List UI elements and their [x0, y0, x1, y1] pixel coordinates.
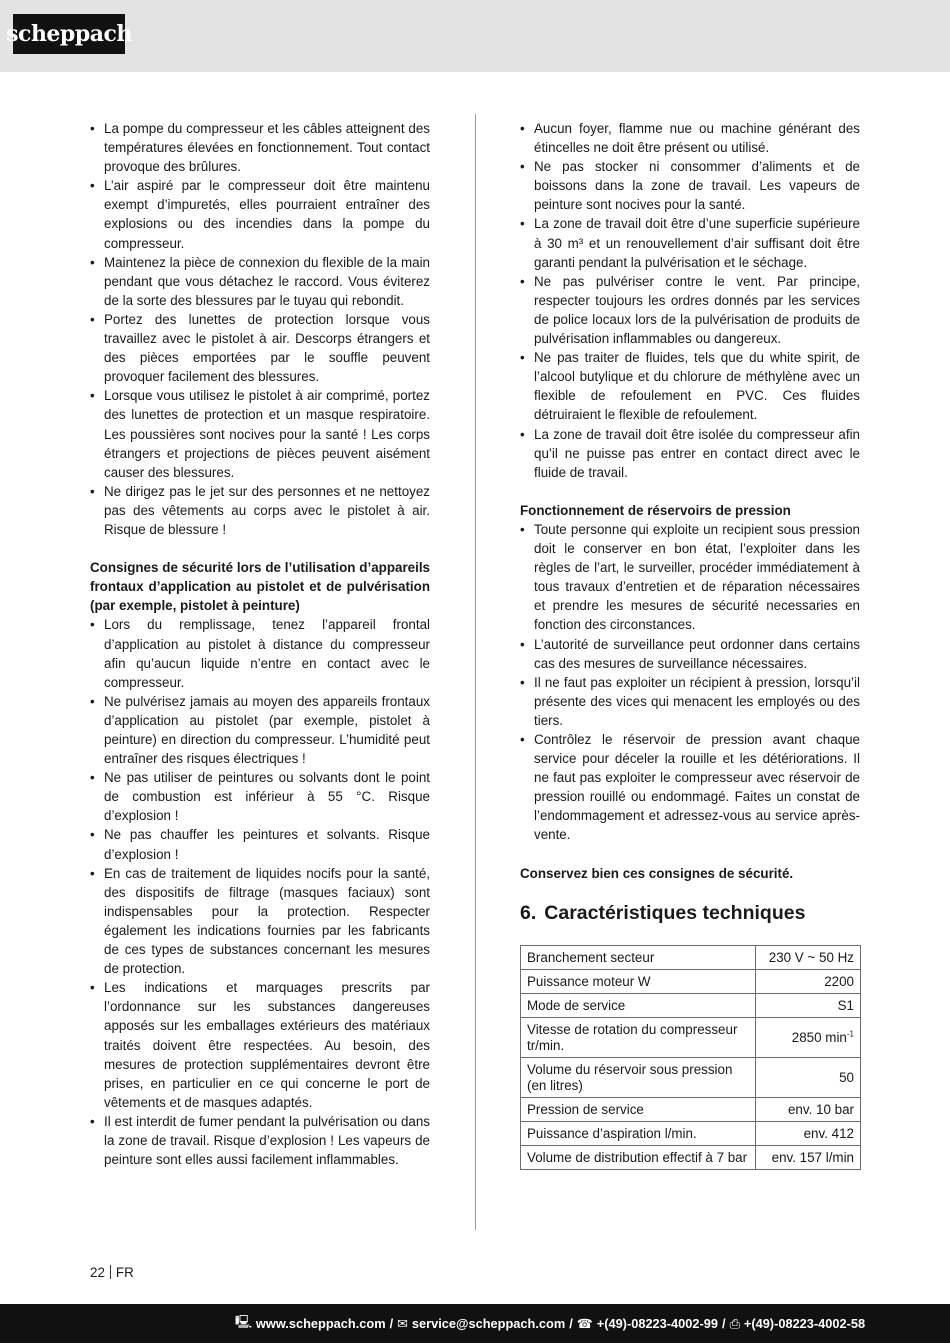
section-heading-pressure-vessels: Fonctionnement de réservoirs de pression: [520, 502, 791, 518]
spec-value-text: S1: [837, 997, 854, 1013]
computer-icon: 🖳: [234, 1313, 252, 1329]
bullet-item: • L’air aspiré par le compresseur doit être maintenu exempt d’impuretés, elles pourraient entraîner des explosions ou des incendies dans la pompe du compresseur.: [90, 176, 430, 252]
website-link[interactable]: www.scheppach.com: [255, 1316, 386, 1331]
table-row: [521, 1145, 861, 1169]
column-divider: [475, 114, 476, 1230]
spec-label: Puissance d’aspiration l/min.: [521, 1121, 756, 1145]
bullet-list-spray-safety: [90, 615, 430, 1169]
spec-value: [756, 993, 861, 1017]
bullet-item: • L’autorité de surveillance peut ordonner dans certains cas des mesures de surveillance nécessaires.: [520, 635, 860, 673]
spec-value-text: 2200: [824, 973, 854, 989]
footer-separator: /: [569, 1316, 573, 1331]
envelope-icon: ✉: [397, 1315, 408, 1331]
spec-value-text: 230 V ~ 50 Hz: [768, 949, 854, 965]
bullet-item: • Lorsque vous utilisez le pistolet à air comprimé, portez des lunettes de protection et un masque respiratoire. Les poussières sont nocives pour la santé ! Les corps étrangers et projections de pièces peuvent aisément causer des blessures.: [90, 386, 430, 481]
closing-note: Conservez bien ces consignes de sécurité.: [520, 865, 794, 881]
phone-number: +(49)-08223-4002-99: [596, 1316, 719, 1331]
table-row: [521, 993, 861, 1017]
table-row: [521, 1121, 861, 1145]
bullet-item: • Ne pas stocker ni consommer d’aliments et de boissons dans la zone de travail. Les vapeurs de peinture sont nocives pour la santé.: [520, 157, 860, 214]
bullet-list-pressure-vessels: [520, 520, 860, 845]
fax-icon: ⎙: [729, 1315, 740, 1331]
spec-value: [756, 1121, 861, 1145]
spec-value-text: 2850 min: [791, 1029, 847, 1045]
bullet-item: • Portez des lunettes de protection lorsque vous travaillez avec le pistolet à air. Descorps étrangers et des pièces emportées par le souffle peuvent provoquer facilement des blessures.: [90, 310, 430, 386]
spec-label: Volume du réservoir sous pression (en litres): [521, 1057, 756, 1097]
footer-separator: /: [389, 1316, 394, 1331]
spec-value: [756, 1017, 861, 1057]
spec-label: Pression de service: [521, 1097, 756, 1121]
bullet-item: • Il ne faut pas exploiter un récipient à pression, lorsqu’il présente des vices qui menacent les employés ou des tiers.: [520, 673, 860, 730]
spec-value: [756, 1097, 861, 1121]
spec-label: Puissance moteur W: [521, 969, 756, 993]
bullet-item: • La zone de travail doit être d’une superficie supérieure à 30 m³ et un renouvellement d’air suffisant doit être garanti pendant la pulvérisation et le séchage.: [520, 214, 860, 271]
spec-value-text: env. 412: [803, 1125, 854, 1141]
section-heading-spray-safety: Consignes de sécurité lors de l’utilisation d’appareils frontaux d’application au pistolet et de pulvérisation (par exemple, pistolet à peinture): [90, 560, 430, 614]
right-column: [520, 119, 860, 1170]
spec-value-text: env. 10 bar: [787, 1101, 854, 1117]
footer-separator: /: [722, 1316, 726, 1331]
scheppach-logo: scheppach: [13, 14, 125, 54]
spec-label: Branchement secteur: [521, 945, 756, 969]
bullet-item: • Ne pas traiter de fluides, tels que du white spirit, de l’alcool butylique et du chlorure de méthylène avec un flexible de refoulement en PVC. Ces fluides détruiraient le flexible de refoulement.: [520, 348, 860, 424]
bullet-item: • Ne dirigez pas le jet sur des personnes et ne nettoyez pas des vêtements au corps avec le pistolet à air. Risque de blessure !: [90, 482, 430, 539]
spec-value-text: 50: [839, 1069, 854, 1085]
spec-label: Vitesse de rotation du compresseur tr/min.: [521, 1017, 756, 1057]
bullet-item: • Les indications et marquages prescrits par l’ordonnance sur les substances dangereuses apposés sur les emballages extérieurs des matériaux traités doivent être respectées. Au besoin, des mesures de protection supplémentaires devront être prises, en particulier en ce qui concerne le port de vêtements et de masques adaptés.: [90, 978, 430, 1112]
spec-value: [756, 969, 861, 993]
bullet-item: • Il est interdit de fumer pendant la pulvérisation ou dans la zone de travail. Risque d’explosion ! Les vapeurs de peinture sont elles aussi facilement inflammables.: [90, 1112, 430, 1169]
spec-value: [756, 1145, 861, 1169]
email-link[interactable]: service@scheppach.com: [411, 1316, 566, 1331]
spec-unit-exponent: -1: [846, 1029, 854, 1039]
technical-data-table: [520, 945, 861, 1170]
fax-number: +(49)-08223-4002-58: [743, 1316, 866, 1331]
bullet-item: • Ne pulvérisez jamais au moyen des appareils frontaux d’application au pistolet (par exemple, pistolet à peinture) en direction du compresseur. L’humidité peut entraîner des risques électriques !: [90, 692, 430, 768]
bullet-item: • En cas de traitement de liquides nocifs pour la santé, des dispositifs de filtrage (masques faciaux) sont indispensables pour la protection. Respecter également les indications fournies par les fabricants de ces types de substances concernant les mesures de protection.: [90, 864, 430, 979]
spec-value-text: env. 157 l/min: [771, 1149, 854, 1165]
bullet-item: • Maintenez la pièce de connexion du flexible de la main pendant que vous détachez le raccord. Vous éviterez de la sorte des blessures par le tuyau qui rebondit.: [90, 253, 430, 310]
bullet-item: • Aucun foyer, flamme nue ou machine générant des étincelles ne doit être présent ou utilisé.: [520, 119, 860, 157]
bullet-item: • La pompe du compresseur et les câbles atteignent des températures élevées en fonctionnement. Tout contact provoque des brûlures.: [90, 119, 430, 176]
page-number: 22: [90, 1265, 105, 1280]
bullet-item: • Contrôlez le réservoir de pression avant chaque service pour déceler la rouille et les détériorations. Il ne faut pas exploiter le compresseur avec réservoir de pression rouillé ou endommagé. Faites un constat de l’endommagement et adressez-vous au service après-vente.: [520, 730, 860, 845]
contact-footer: [0, 1304, 950, 1343]
bullet-list-work-area: [520, 119, 860, 482]
bullet-item: • La zone de travail doit être isolée du compresseur afin qu’il ne puisse pas entrer en contact direct avec le fluide de travail.: [520, 425, 860, 482]
chapter-title: Caractéristiques techniques: [544, 901, 806, 924]
chapter-number: 6.: [520, 901, 537, 924]
spec-label: Mode de service: [521, 993, 756, 1017]
bullet-item: • Ne pas pulvériser contre le vent. Par principe, respecter toujours les ordres donnés par les services de police locaux lors de la pulvérisation de produits de pulvérisation inflammables ou dangereux.: [520, 272, 860, 348]
spec-label: Volume de distribution effectif à 7 bar: [521, 1145, 756, 1169]
telephone-icon: ☎: [576, 1315, 593, 1331]
page-number-area: [90, 1265, 134, 1281]
table-row: [521, 1017, 861, 1057]
page-number-separator: [110, 1265, 111, 1279]
bullet-list-general-safety: [90, 119, 430, 539]
page-header: [0, 0, 950, 72]
table-row: [521, 945, 861, 969]
bullet-item: • Lors du remplissage, tenez l’appareil frontal d’application au pistolet à distance du compresseur afin qu’aucun liquide n’entre en contact avec le compresseur.: [90, 615, 430, 691]
table-row: [521, 1097, 861, 1121]
bullet-item: • Ne pas chauffer les peintures et solvants. Risque d’explosion !: [90, 825, 430, 863]
spec-value: [756, 1057, 861, 1097]
bullet-item: • Ne pas utiliser de peintures ou solvants dont le point de combustion est inférieur à 55 °C. Risque d’explosion !: [90, 768, 430, 825]
table-row: [521, 1057, 861, 1097]
chapter-heading: [520, 901, 860, 925]
bullet-item: • Toute personne qui exploite un recipient sous pression doit le conserver en bon état, l’exploiter dans les règles de l’art, le surveiller, procéder immédiatement à tous travaux d’entretien et de réparation nécessaires et prendre les mesures de sécurité necessaries en fonction des circonstances.: [520, 520, 860, 635]
left-column: [90, 119, 430, 1169]
language-code: FR: [115, 1265, 134, 1280]
table-row: [521, 969, 861, 993]
spec-value: [756, 945, 861, 969]
